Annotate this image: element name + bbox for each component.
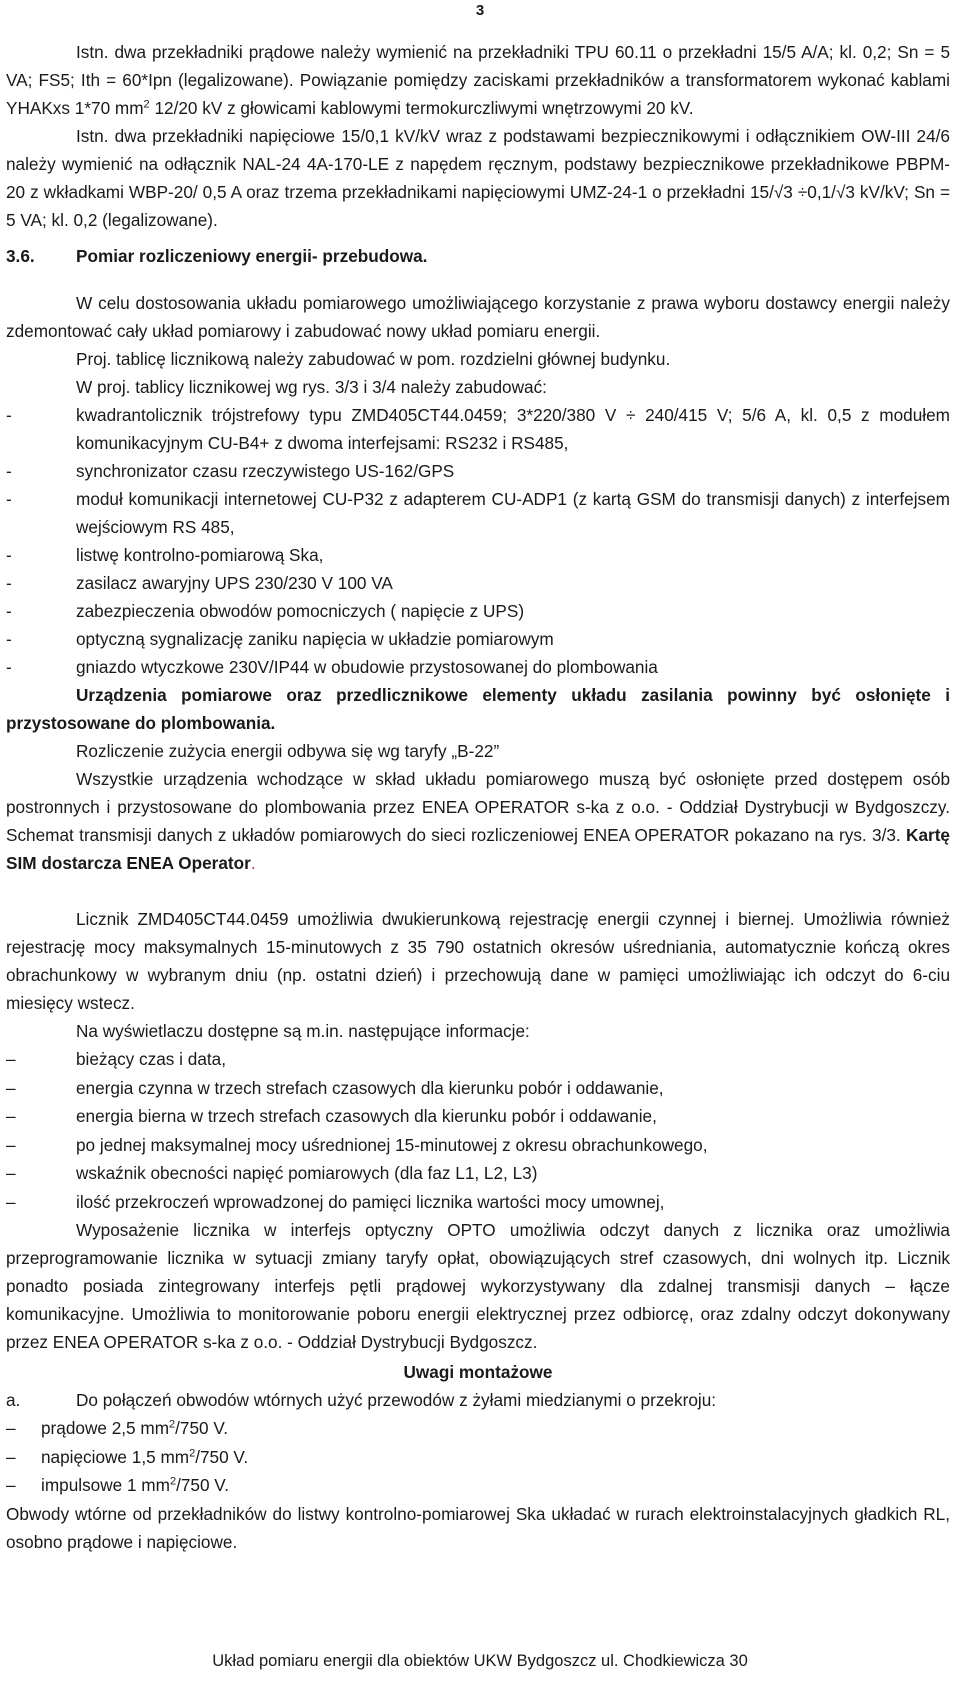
intro-p1-end: 12/20 kV z głowicami kablowymi termokurczliwymi wnętrzowymi 20 kV. (149, 98, 694, 118)
intro-paragraph-voltage-transformers: Istn. dwa przekładniki napięciowe 15/0,1 kV/kV wraz z podstawami bezpiecznikowymi i odłącznikiem OW-III 24/6 należy wymienić na odłącznik NAL-24 4A-170-LE z napędem ręcznym, podstawy bezpiecznikowe przekładnikowe PBPM-20 z wkładkami WBP-20/ 0,5 A oraz trzema przekładnikami napięciowymi UMZ-24-1 o przekładni 15/√3 ÷0,1/√3 kV/kV; Sn = 5 VA; kl. 0,2 (legalizowane). (6, 126, 950, 230)
section-heading (6, 246, 950, 267)
list-item: – impulsowe 1 $mm^2/750$ V. (6, 1475, 229, 1495)
mounting-heading: Uwagi montażowe (403, 1362, 553, 1382)
section-number: 3.6. (6, 246, 35, 266)
list-item: – napięciowe 1,5 $mm^2/750$ V. (6, 1446, 249, 1467)
meter-paragraph-2: Na wyświetlaczu dostępne są m.in. następujące informacje: (76, 1021, 530, 1041)
mounting-item-a-text: Do połączeń obwodów wtórnych użyć przewodów z żyłami miedzianymi o przekroju: (76, 1390, 717, 1410)
final-paragraph: Obwody wtórne od przekładników do listwy kontrolno-pomiarowej Ska układać w rurach elektroinstalacyjnych gładkich RL, osobno prądowe i napięciowe. (6, 1503, 950, 1552)
section-p4-text: Wszystkie urządzenia wchodzące w skład układu pomiarowego muszą być osłonięte przed dostępem osób postronnych i przystosowane do plombowania przez ENEA OPERATOR s-ka z o.o. - Oddział Dystrybucji w Bydgoszczy. Schemat transmisji danych z układów pomiarowych do sieci rozliczeniowej ENEA OPERATOR pokazano na rys. 3/3. (6, 769, 950, 845)
page-footer: Układ pomiaru energii dla obiektów UKW Bydgoszcz ul. Chodkiewicza 30 (212, 1652, 748, 1670)
spacer (6, 877, 950, 905)
tariff-line: Rozliczenie zużycia energii odbywa się wg taryfy „B-22” (76, 741, 500, 761)
list-item: - listwę kontrolno-pomiarową Ska, (6, 545, 324, 565)
equipment-list (6, 401, 950, 681)
list-item: - kwadrantolicznik trójstrefowy typu ZMD405CT44.0459; 3*220/380 V ÷ 240/415 V; 5/6 A, kl. 0,5 z modułem komunikacyjnym CU-B4+ z dwoma interfejsami: RS232 i RS485, (6, 405, 950, 453)
sim-card-period: . (250, 853, 256, 873)
list-item: – energia bierna w trzech strefach czasowych dla kierunku pobór i oddawanie, (6, 1106, 657, 1126)
list-item: – energia czynna w trzech strefach czasowych dla kierunku pobór i oddawanie, (6, 1077, 664, 1098)
mounting-item-a-label: a. (6, 1390, 21, 1410)
wire-list (6, 1414, 950, 1500)
list-item: – prądowe 2,5 $mm^2/750$ V. (6, 1418, 229, 1438)
list-item: - gniazdo wtyczkowe 230V/IP44 w obudowie przystosowanej do plombowania (6, 657, 658, 677)
list-item: – bieżący czas i data, (6, 1049, 226, 1069)
sealing-note: Urządzenia pomiarowe oraz przedlicznikowe elementy układu zasilania powinny być osłonięte i przystosowane do plombowania. (6, 685, 950, 733)
list-item: - optyczną sygnalizację zaniku napięcia w układzie pomiarowym (6, 629, 554, 649)
section-paragraph-1: W celu dostosowania układu pomiarowego umożliwiającego korzystanie z prawa wyboru dostawcy energii należy zdemontować cały układ pomiarowy i zabudować nowy układ pomiaru energii. (6, 293, 950, 341)
section-paragraph-4 (6, 765, 950, 877)
sim-card-note: Kartę SIM dostarcza ENEA Operator (6, 825, 950, 873)
list-item: - zabezpieczenia obwodów pomocniczych ( napięcie z UPS) (6, 601, 525, 621)
intro-paragraph-current-transformers (6, 38, 950, 122)
page-number: 3 (475, 2, 485, 19)
page-content (6, 38, 950, 1556)
section-paragraph-2: Proj. tablicę licznikową należy zabudować w pom. rozdzielni głównej budynku. (76, 349, 671, 369)
section-paragraph-3: W proj. tablicy licznikowej wg rys. 3/3 i 3/4 należy zabudować: (76, 377, 547, 397)
mounting-item-a (6, 1386, 950, 1414)
list-item: – wskaźnik obecności napięć pomiarowych (dla faz L1, L2, L3) (6, 1163, 538, 1183)
list-item: - moduł komunikacji internetowej CU-P32 z adapterem CU-ADP1 (z kartą GSM do transmisji danych) z interfejsem wejściowym RS 485, (6, 489, 950, 537)
meter-paragraph-3: Wyposażenie licznika w interfejs optyczny OPTO umożliwia odczyt danych z licznika oraz umożliwia przeprogramowanie licznika w sytuacji zmiany taryfy opłat, obowiązujących stref czasowych, dni wolnych itp. Licznik ponadto posiada zintegrowany interfejs pętli prądowej wykorzystywany dla zdalnej transmisji danych – łącze komunikacyjne. Umożliwia to monitorowanie poboru energii elektrycznej przez odbiorcę, oraz zdalny odczyt dokonywany przez ENEA OPERATOR s-ka z o.o. - Oddział Dystrybucji Bydgoszcz. (6, 1220, 950, 1352)
intro-p1-superscript: 2 (143, 98, 150, 111)
display-info-list (6, 1045, 950, 1216)
list-item: – po jednej maksymalnej mocy uśrednionej 15-minutowej z okresu obrachunkowego, (6, 1134, 708, 1155)
list-item: - synchronizator czasu rzeczywistego US-162/GPS (6, 461, 455, 481)
section-title: Pomiar rozliczeniowy energii- przebudowa. (76, 246, 428, 266)
list-item: – ilość przekroczeń wprowadzonej do pamięci licznika wartości mocy umownej, (6, 1191, 665, 1212)
meter-paragraph-1: Licznik ZMD405CT44.0459 umożliwia dwukierunkową rejestrację energii czynnej i biernej. Umożliwia również rejestrację mocy maksymalnych 15-minutowych z 35 790 ostatnich okresów uśredniania, automatycznie kończą okres obrachunkowy w wybranym dniu (np. ostatni dzień) i przechowują dane w pamięci umożliwiając ich odczyt do 6-ciu miesięcy wstecz. (6, 909, 950, 1013)
list-item: - zasilacz awaryjny UPS 230/230 V 100 VA (6, 573, 393, 593)
intro-p1-text: Istn. dwa przekładniki prądowe należy wymienić na przekładniki TPU 60.11 o przekładni 15/5 A/A; kl. 0,2; Sn = 5 VA; FS5; Ith = 60*Ipn (legalizowane). Powiązanie pomiędzy zaciskami przekładników a transformatorem wykonać kablami YHAKxs 1*70 mm (6, 42, 950, 118)
